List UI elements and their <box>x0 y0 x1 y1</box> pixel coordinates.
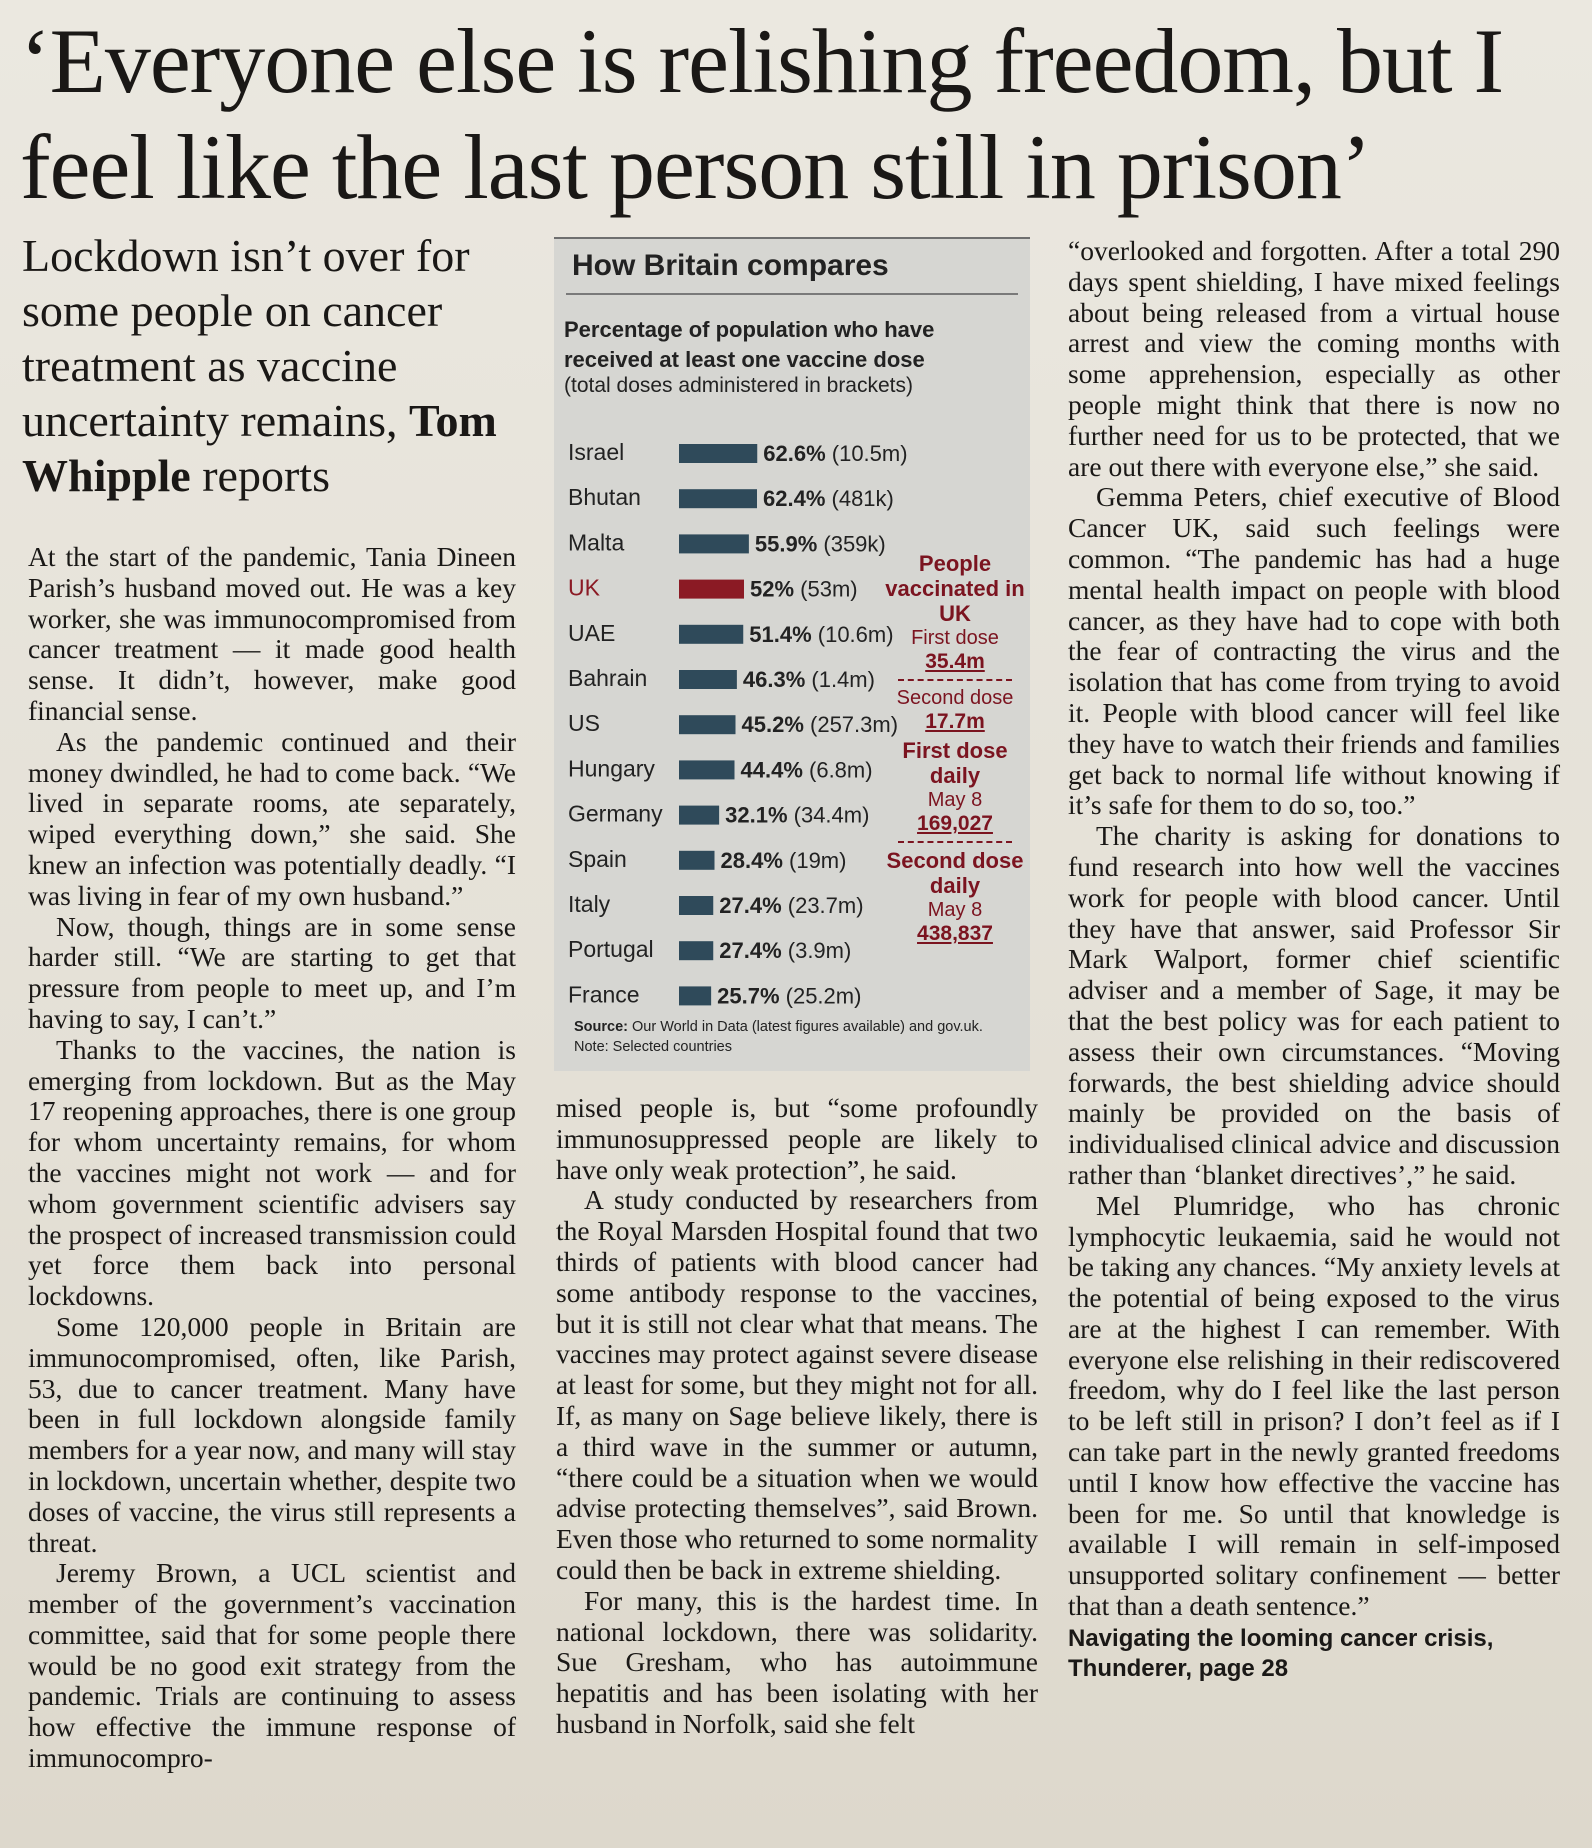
bar <box>679 941 713 960</box>
paragraph: Jeremy Brown, a UCL scientist and member of the government’s vaccination committee, said that for some people there would be no good exit strategy from the pandemic. Trials are continuing to assess how effective the immune response of immunocompro- <box>28 1557 516 1774</box>
value-label: 45.2% (257.3m) <box>741 712 899 738</box>
second-dose-value: 17.7m <box>925 710 985 733</box>
bar <box>679 580 744 599</box>
bar <box>679 534 749 553</box>
value-label: 32.1% (34.4m) <box>725 802 870 828</box>
bar <box>679 851 715 870</box>
category-label: US <box>568 710 600 737</box>
paragraph: Thanks to the vaccines, the nation is emerging from lockdown. But as the May 17 reopening approaches, there is one group for whom uncertainty remains, for whom the vaccines might not work — and for whom government scientific advisers say the prospect of increased transmission could yet force them back into personal lockdowns. <box>28 1033 516 1312</box>
chart-subtitle-note: (total doses administered in brackets) <box>564 374 913 397</box>
source-label: Source: <box>574 1019 628 1035</box>
value-label: 46.3% (1.4m) <box>742 667 875 692</box>
value-label: 52% (53m) <box>750 576 858 602</box>
paragraph: For many, this is the hardest time. In national lockdown, there was solidarity. Sue Gresham, who has autoimmune hepatitis and has been isolating with her husband in Norfolk, said she felt <box>556 1584 1038 1739</box>
value-label: 44.4% (6.8m) <box>740 757 873 783</box>
paragraph: A study conducted by researchers from the Royal Marsden Hospital found that two thirds of patients with blood cancer had some antibody response to the vaccines, but it is still not clear what that means. The vaccines may protect against severe disease at least for some, but they might not for all. If, as many on Sage believe likely, there is a third wave in the summer or autumn, “there could be a situation when we would advise protecting themselves”, said Brown. Even those who returned to some normality could then be back in extreme shielding. <box>556 1184 1038 1585</box>
bar <box>679 896 713 915</box>
paragraph: Now, though, things are in some sense harder still. “We are starting to get that pressure from people to meet up, and I’m having to say, I can’t.” <box>28 910 516 1034</box>
bar <box>679 670 737 689</box>
value-label: 55.9% (359k) <box>754 531 886 557</box>
category-label: Bhutan <box>568 484 641 511</box>
chart-subtitle: Percentage of population who have received at least one vaccine dose <box>564 317 935 372</box>
bar <box>679 715 736 734</box>
first-dose-value: 35.4m <box>925 650 985 673</box>
uk-stats-heading: People vaccinated in UK <box>885 551 1025 626</box>
value-label: 51.4% (10.6m) <box>749 621 894 647</box>
paragraph: mised people is, but “some profoundly immunosuppressed people are likely to have only weak protection”, he said. <box>556 1092 1038 1185</box>
vaccine-comparison-chart <box>554 237 1030 1071</box>
first-daily-date: May 8 <box>927 789 983 811</box>
paragraph: As the pandemic continued and their money dwindled, he had to come back. “We lived in separate rooms, ate separately, wiped everything down,” she said. She knew an infection was potentially deadly. “I was living in fear of my own husband.” <box>28 725 516 911</box>
value-label: 28.4% (19m) <box>720 847 847 873</box>
value-label: 25.7% (25.2m) <box>717 983 862 1009</box>
category-label: France <box>568 981 640 1008</box>
standfirst-tail: reports <box>202 450 330 501</box>
first-daily-label: First dose daily <box>902 738 1008 788</box>
paragraph: Gemma Peters, chief executive of Blood Cancer UK, said such feelings were common. “The pandemic has had a huge mental health impact on people with blood cancer, as they have had to cope with both the fear of contracting the virus and the isolation that has come from trying to avoid it. People with blood cancer will feel like they have to watch their friends and families get back to normal life without knowing if it’s safe for them to do so, too.” <box>1068 481 1560 821</box>
bar <box>679 489 757 508</box>
standfirst-text: Lockdown isn’t over for some people on cancer treatment as vaccine uncertainty remains, <box>22 230 470 446</box>
chart-title: How Britain compares <box>572 249 889 282</box>
category-label: Portugal <box>568 936 654 963</box>
first-dose-label: First dose <box>911 627 999 649</box>
article-column-2 <box>556 1093 1038 1740</box>
value-label: 62.4% (481k) <box>763 486 894 512</box>
stats-divider <box>898 841 1012 843</box>
bar <box>679 760 735 779</box>
category-label: Spain <box>568 845 627 872</box>
second-daily-label: Second dose daily <box>886 848 1024 898</box>
paragraph: Some 120,000 people in Britain are immunocompromised, often, like Parish, 53, due to cancer treatment. Many have been in full lockdown alongside family members for a year now, and many will stay in lockdown, uncertain whether, despite two doses of vaccine, the virus still represents a threat. <box>28 1310 516 1558</box>
category-label: UK <box>568 574 600 601</box>
value-label: 27.4% (23.7m) <box>719 893 864 918</box>
second-daily-value: 438,837 <box>917 922 993 945</box>
byline: Tom Whipple <box>22 395 497 501</box>
cross-reference-line: Thunderer, page 28 <box>1068 1654 1289 1682</box>
category-label: Malta <box>568 529 625 556</box>
second-dose-label: Second dose <box>896 687 1014 709</box>
uk-vaccination-stats <box>880 551 1030 946</box>
bar <box>679 986 711 1005</box>
article-column-1 <box>28 542 516 1774</box>
paragraph: At the start of the pandemic, Tania Dineen Parish’s husband moved out. He was a key worker, she was immunocompromised from cancer treatment — it made good health sense. It didn’t, however, make good financial sense. <box>28 541 516 726</box>
paragraph: The charity is asking for donations to fund research into how well the vaccines work for people with blood cancer. Until they have that answer, said Professor Sir Mark Walport, former chief scientific adviser and a member of Sage, it may be that the best policy was for each patient to assess their own circumstances. “Moving forwards, the best shielding advice should mainly be provided on the basis of individualised clinical advice and discussion rather than ‘blanket directives’,” he said. <box>1068 820 1560 1190</box>
cross-reference <box>1068 1624 1560 1684</box>
category-label: Hungary <box>568 755 655 782</box>
category-label: Italy <box>568 891 611 917</box>
value-label: 62.6% (10.5m) <box>763 441 908 466</box>
cross-reference-line: Navigating the looming cancer crisis, <box>1068 1624 1494 1652</box>
category-label: Bahrain <box>568 665 648 691</box>
second-daily-date: May 8 <box>927 899 983 921</box>
article-column-3 <box>1068 236 1560 1684</box>
paragraph: “overlooked and forgotten. After a total 290 days spent shielding, I have mixed feelings about being released from a virtual house arrest and view the coming months with some apprehension, especially as other people might think that there is now no further need for us to be protected, that we are out there with everyone else,” she said. <box>1068 235 1560 482</box>
source-text: Our World in Data (latest figures available) and gov.uk. Note: Selected countries <box>574 1019 983 1055</box>
bar <box>679 444 757 463</box>
category-label: Germany <box>568 800 663 827</box>
bar <box>679 806 719 825</box>
category-label: Israel <box>568 439 625 465</box>
standfirst <box>22 228 542 503</box>
category-label: UAE <box>568 619 616 646</box>
bar <box>679 625 743 644</box>
first-daily-value: 169,027 <box>917 812 993 835</box>
headline: ‘Everyone else is relishing freedom, but I feel like the last person still in prison’ <box>20 10 1504 218</box>
paragraph: Mel Plumridge, who has chronic lymphocytic leukaemia, said he would not be taking any chances. “My anxiety levels at the potential of being exposed to the virus are at the highest I can remember. With everyone else relishing in their rediscovered freedom, why do I feel like the last person to be left still in prison? I don’t feel as if I can take part in the newly granted freedoms until I know how effective the vaccine has been for me. So until that knowledge is available I will remain in self-imposed unsupported solitary confinement — better that than a death sentence.” <box>1068 1189 1560 1622</box>
value-label: 27.4% (3.9m) <box>719 938 852 964</box>
stats-divider <box>898 679 1012 681</box>
chart-source <box>574 1017 1014 1057</box>
